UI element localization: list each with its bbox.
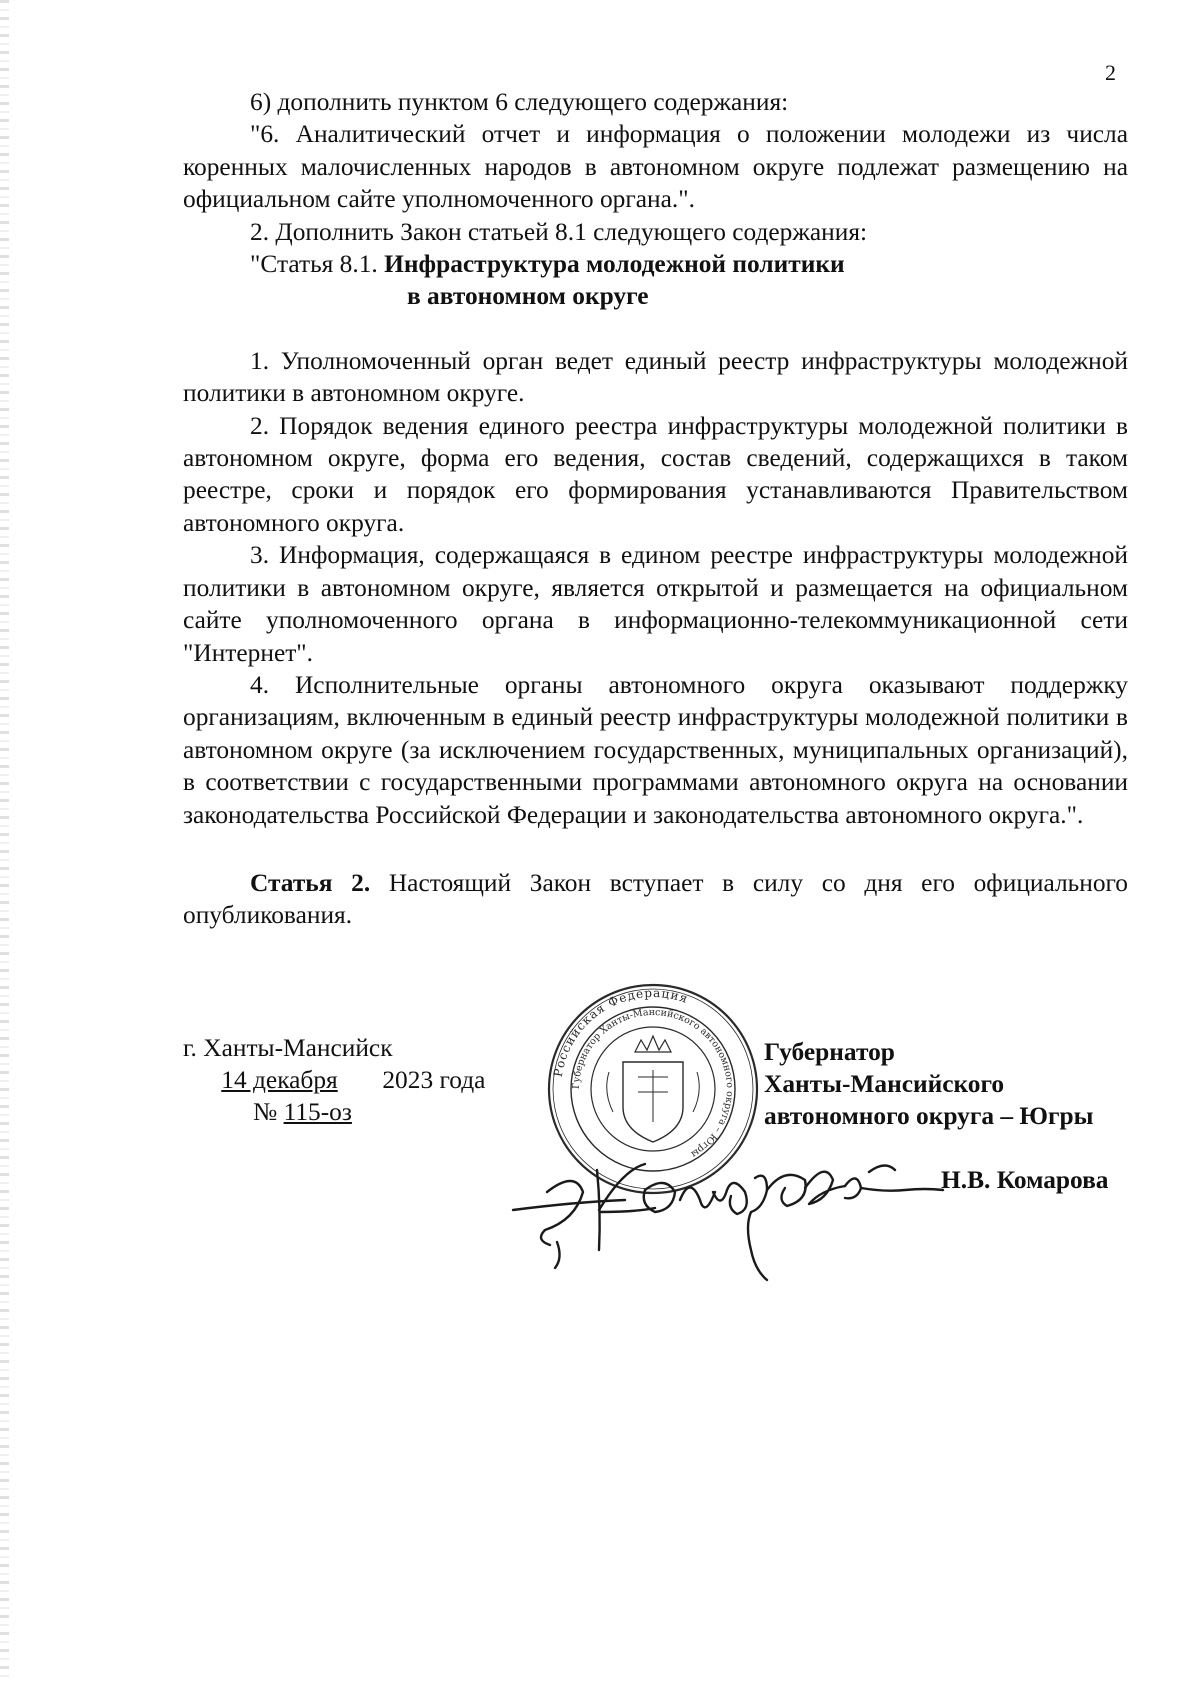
governor-title: [764, 1036, 1094, 1132]
date-day-month: 14 декабря: [221, 1066, 338, 1094]
governor-title-line1: Губернатор: [764, 1038, 895, 1066]
page-number: 2: [1105, 60, 1116, 85]
document-body: [183, 86, 1128, 932]
article-8-1-title-line1: Инфраструктура молодежной политики: [384, 250, 845, 279]
article-8-1-item-4: 4. Исполнительные органы автономного округа оказывают поддержку организациям, включенным в единый реестр инфраструктуры молодежной политики в автономном округе (за исключением государственных, муниципальных организаций), в соответствии с государственными программами автономного округа на основании законодательства Российской Федерации и законодательства автономного округа.".: [183, 670, 1128, 829]
seal-outer-text: Российская Федерация: [550, 985, 691, 1078]
article-8-1-item-3: 3. Информация, содержащаяся в едином реестре инфраструктуры молодежной политики в автономном округе, является открытой и размещается на официальном сайте уполномоченного органа в информационно-телекоммуникационной сети "Интернет".: [183, 541, 1128, 667]
handwritten-signature: [505, 1130, 955, 1290]
governor-title-line2: Ханты-Мансийского: [764, 1070, 1005, 1098]
date-year: 2023 года: [382, 1066, 486, 1094]
article-8-1-title-line2: в автономном округе: [407, 282, 649, 311]
city: г. Ханты-Мансийск: [183, 1034, 393, 1062]
scan-edge: [0, 0, 9, 1683]
article-8-1-heading: [183, 248, 1128, 313]
law-number-prefix: №: [253, 1098, 284, 1126]
article-2-text: Настоящий Закон вступает в силу со дня его официального опубликования.: [183, 868, 1128, 930]
seal-inner-text: Губернатор Ханты-Мансийского автономного округа – Югры: [570, 1006, 736, 1160]
place-date-block: [183, 1032, 485, 1128]
article-8-1-item-2: 2. Порядок ведения единого реестра инфраструктуры молодежной политики в автономном округе, форма его ведения, состав сведений, содержащихся в таком реестре, сроки и порядок его формирования устанавливаются Правительством автономного округа.: [183, 411, 1128, 537]
law-number: 115-оз: [283, 1098, 352, 1126]
governor-name: Н.В. Комарова: [941, 1166, 1109, 1194]
article-8-1-item-1: 1. Уполномоченный орган ведет единый реестр инфраструктуры молодежной политики в автономном округе.: [183, 346, 1128, 408]
paragraph-amendment-6: 6) дополнить пунктом 6 следующего содержания:: [250, 88, 789, 116]
svg-text:Российская Федерация: [551, 986, 691, 1078]
paragraph-point-6-text: "6. Аналитический отчет и информация о положении молодежи из числа коренных малочисленных народов в автономном округе подлежат размещению на официальном сайте уполномоченного органа.".: [183, 120, 1128, 214]
article-8-1-prefix: "Статья 8.1.: [250, 250, 385, 279]
article-2-label: Статья 2.: [250, 868, 371, 897]
paragraph-add-article: 2. Дополнить Закон статьей 8.1 следующего содержания:: [250, 217, 868, 246]
governor-title-line3: автономного округа – Югры: [764, 1102, 1094, 1130]
article-2-paragraph: [183, 867, 1128, 932]
